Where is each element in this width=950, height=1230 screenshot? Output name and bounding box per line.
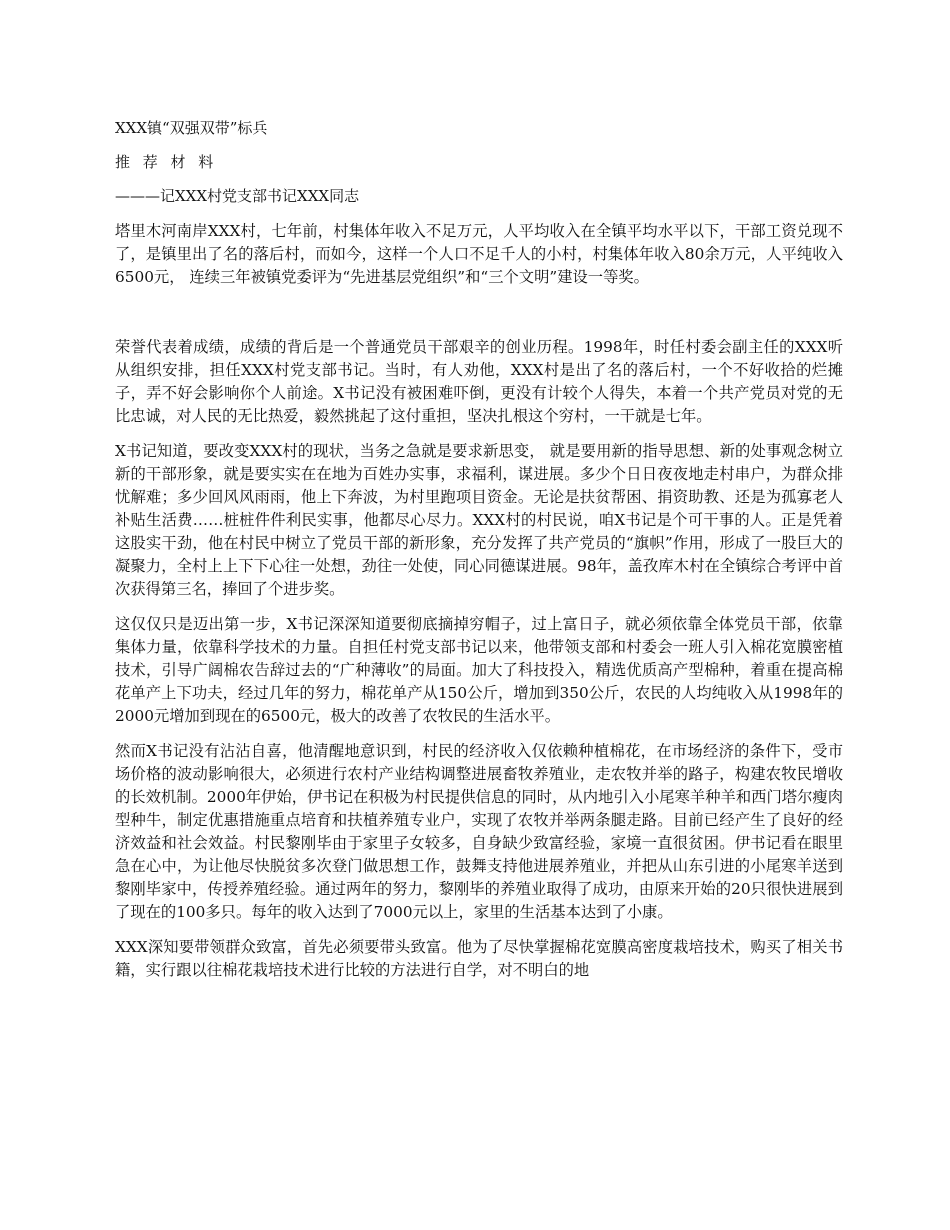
paragraph-gap: [115, 301, 843, 336]
document-byline: ———记XXX村党支部书记XXX同志: [115, 187, 360, 205]
paragraph-5: 然而X书记没有沾沾自喜，他清醒地意识到，村民的经济收入仅依赖种植棉花，在市场经济的条件下，受市场价格的波动影响很大，必须进行农村产业结构调整进展畜牧养殖业，走农牧并举的路子，构建农牧民增收的长效机制。2000年伊始，伊书记在积极为村民提供信息的同时，从内地引入小尾寒羊种羊和西门塔尔瘦肉型种牛，制定优惠措施重点培育和扶植养殖专业户，实现了农牧并举两条腿走路。目前已经产生了良好的经济效益和社会效益。村民黎刚毕由于家里子女较多，自身缺少致富经验，家境一直很贫困。伊书记看在眼里急在心中，为让他尽快脱贫多次登门做思想工作，鼓舞支持他进展养殖业，并把从山东引进的小尾寒羊送到黎刚毕家中，传授养殖经验。通过两年的努力，黎刚毕的养殖业取得了成功，由原来开始的20只很快进展到了现在的100多只。每年的收入达到了7000元以上，家里的生活基本达到了小康。: [115, 742, 843, 921]
paragraph-4: 这仅仅只是迈出第一步，X书记深深知道要彻底摘掉穷帽子，过上富日子，就必须依靠全体党员干部，依靠集体力量，依靠科学技术的力量。自担任村党支部书记以来，他带领支部和村委会一班人引入棉花宽膜密植技术，引导广阔棉农告辞过去的“广种薄收”的局面。加大了科技投入，精选优质高产型棉种，着重在提高棉花单产上下功夫，经过几年的努力，棉花单产从150公斤，增加到350公斤，农民的人均纯收入从1998年的2000元增加到现在的6500元，极大的改善了农牧民的生活水平。: [115, 615, 843, 725]
paragraph-3: X书记知道，要改变XXX村的现状，当务之急就是要求新思变， 就是要用新的指导思想、新的处事观念树立新的干部形象，就是要实实在在地为百姓办实事，求福利，谋进展。多少个日日夜夜地走村串户，为群众排忧解难；多少回风风雨雨，他上下奔波，为村里跑项目资金。无论是扶贫帮困、捐资助教、还是为孤寡老人补贴生活费……桩桩件件利民实事，他都尽心尽力。XXX村的村民说，咱X书记是个可干事的人。正是凭着这股实干劲，他在村民中树立了党员干部的新形象，充分发挥了共产党员的“旗帜”作用，形成了一股巨大的凝聚力，全村上上下下心往一处想，劲往一处使，同心同德谋进展。98年，盖孜库木村在全镇综合考评中首次获得第三名，捧回了个进步奖。: [115, 442, 843, 598]
document-subtitle: 推 荐 材 料: [115, 153, 218, 171]
paragraph-6: XXX深知要带领群众致富，首先必须要带头致富。他为了尽快掌握棉花宽膜高密度栽培技术，购买了相关书籍，实行跟以往棉花栽培技术进行比较的方法进行自学，对不明白的地: [115, 938, 843, 979]
paragraph-1: 塔里木河南岸XXX村，七年前，村集体年收入不足万元，人平均收入在全镇平均水平以下，干部工资兑现不了，是镇里出了名的落后村，而如今，这样一个人口不足千人的小村，村集体年收入80余万元，人平纯收入6500元， 连续三年被镇党委评为“先进基层党组织”和“三个文明”建设一等奖。: [115, 222, 843, 286]
document-page: [115, 118, 843, 994]
document-title: XXX镇“双强双带”标兵: [115, 119, 268, 137]
paragraph-2: 荣誉代表着成绩，成绩的背后是一个普通党员干部艰辛的创业历程。1998年，时任村委会副主任的XXX听从组织安排，担任XXX村党支部书记。当时，有人劝他，XXX村是出了名的落后村，一个不好收拾的烂摊子，弄不好会影响你个人前途。X书记没有被困难吓倒，更没有计较个人得失，本着一个共产党员对党的无比忠诚，对人民的无比热爱，毅然挑起了这付重担，坚决扎根这个穷村，一干就是七年。: [115, 338, 843, 425]
